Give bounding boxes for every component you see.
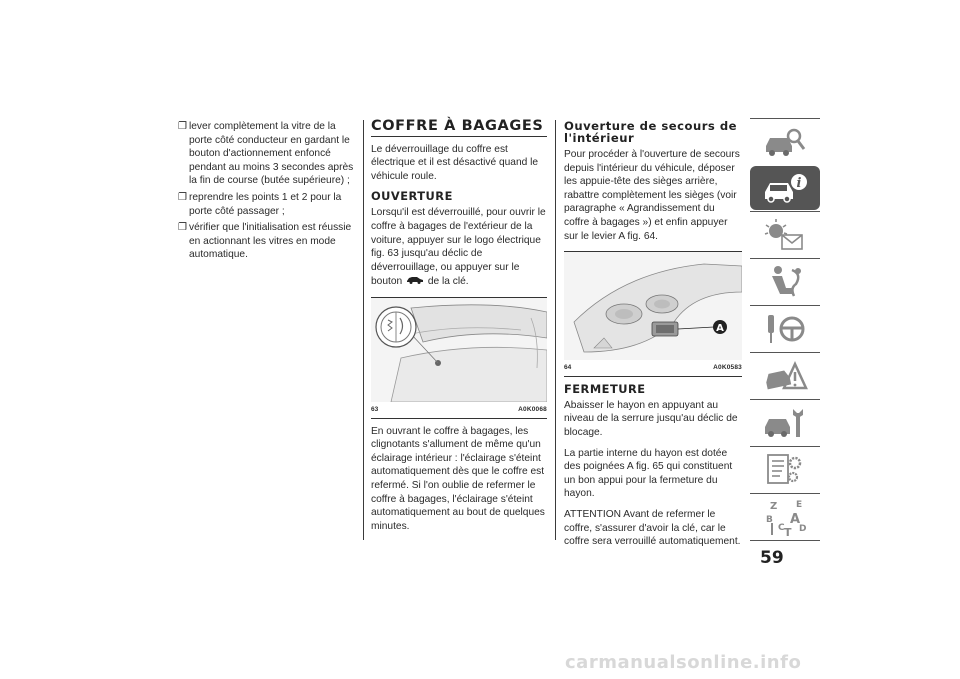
tab-starting-driving[interactable] — [750, 305, 820, 352]
figure-64 — [564, 251, 742, 377]
key-steering-wheel-icon — [762, 311, 808, 347]
index-letter: B — [766, 515, 773, 525]
index-letter: D — [799, 524, 807, 534]
svg-text:i: i — [796, 176, 802, 191]
bullet-item — [178, 120, 356, 188]
figure-code: A0K0068 — [518, 405, 547, 413]
lighting-paragraph: En ouvrant le coffre à bagages, les clignotants s'allument de même qu'un éclairage intérieur : l'éclairage s'éteint automatiquement dès que le coffre est refermé. Si l'on oublie de refermer le coffre à bagages, l'éclairage s'éteint automatiquement au bout de quelques minutes. — [371, 425, 545, 532]
closing-paragraph: Abaisser le hayon en appuyant au niveau de la serrure jusqu'au déclic de blocage. — [564, 399, 738, 438]
column-middle — [371, 120, 547, 540]
column-right — [564, 120, 742, 556]
figure-number: 63 — [371, 405, 379, 413]
tab-car-info[interactable] — [750, 166, 820, 210]
index-letter: A — [790, 512, 801, 527]
index-letter: T — [784, 526, 792, 537]
opening-text-a: Lorsqu'il est déverrouillé, pour ouvrir le coffre à bagages de l'extérieur de la voiture, appuyer sur le logo électrique fig. 63 jusqu'au déclic de déverrouillage, ou appuyer sur le bouton — [371, 207, 546, 288]
light-warning-mail-icon — [762, 217, 808, 253]
bullet-box-icon: ❐ — [178, 191, 187, 203]
release-lever-illustration — [564, 252, 742, 360]
opening-text-b: de la clé. — [427, 276, 469, 288]
car-accident-warning-icon — [762, 358, 808, 394]
subsection-title: FERMETURE — [564, 381, 646, 396]
opening-paragraph — [371, 206, 547, 289]
trunk-logo-illustration — [371, 298, 547, 402]
figure-code: A0K0583 — [713, 364, 742, 372]
bullet-text: reprendre les points 1 et 2 pour la porte côté passager ; — [189, 191, 342, 217]
alphabet-index-icon — [762, 497, 808, 537]
column-divider — [555, 120, 556, 540]
watermark: carmanualsonline.info — [565, 652, 802, 673]
tab-car-search[interactable] — [750, 118, 820, 165]
figure-caption — [371, 402, 547, 418]
chapter-tab-bar — [750, 118, 820, 541]
emergency-paragraph: Pour procéder à l'ouverture de secours depuis l'intérieur du véhicule, déposer les appuie-tête des sièges arrière, rabattre complètement les sièges (voir paragraphe « Agrandissement du coffre à bagages ») et enfin appuyer sur le levier A fig. 64. — [564, 149, 740, 242]
figure-caption — [564, 360, 742, 376]
car-key-icon — [406, 274, 424, 289]
bullet-item — [178, 221, 356, 262]
bullet-text: lever complètement la vitre de la porte côté conducteur en gardant le bouton d'actionnement enfoncé pendant au moins 3 secondes après la fin de course (butée supérieure) ; — [189, 121, 354, 187]
car-search-icon — [762, 124, 808, 160]
column-divider — [363, 120, 364, 540]
handles-paragraph: La partie interne du hayon est dotée des poignées A fig. 65 qui constituent un bon appui pour la fermeture du hayon. — [564, 447, 733, 500]
warning-paragraph: ATTENTION Avant de refermer le coffre, s'assurer d'avoir la clé, car le coffre sera verrouillé automatiquement. — [564, 508, 741, 548]
document-gear-icon — [762, 452, 808, 488]
index-letter: C — [778, 523, 785, 533]
subsection-title: OUVERTURE — [371, 189, 453, 204]
bullet-item — [178, 191, 356, 218]
column-left — [178, 120, 356, 265]
intro-paragraph: Le déverrouillage du coffre est électrique et il est désactivé quand le véhicule roule. — [371, 143, 539, 182]
tab-safety-seats[interactable] — [750, 258, 820, 305]
tab-index[interactable] — [750, 493, 820, 541]
tab-technical-data[interactable] — [750, 446, 820, 493]
page-number: 59 — [760, 548, 784, 568]
figure-63 — [371, 297, 547, 419]
seat-person-icon — [762, 264, 808, 300]
tab-lights-warnings[interactable] — [750, 211, 820, 258]
bullet-text: vérifier que l'initialisation est réussie en actionnant les vitres en mode automatique. — [189, 222, 352, 261]
callout-label: A — [716, 323, 724, 335]
index-letter: Z — [770, 501, 778, 512]
car-wrench-icon — [762, 405, 808, 441]
figure-number: 64 — [564, 364, 572, 372]
index-letter: E — [796, 500, 803, 510]
section-title: Ouverture de secours de l'intérieur — [564, 119, 738, 145]
car-info-icon — [762, 170, 808, 206]
tab-maintenance[interactable] — [750, 399, 820, 446]
bullet-box-icon: ❐ — [178, 222, 187, 234]
section-title: COFFRE À BAGAGES — [371, 120, 547, 137]
tab-emergency[interactable] — [750, 352, 820, 399]
bullet-box-icon: ❐ — [178, 121, 187, 132]
